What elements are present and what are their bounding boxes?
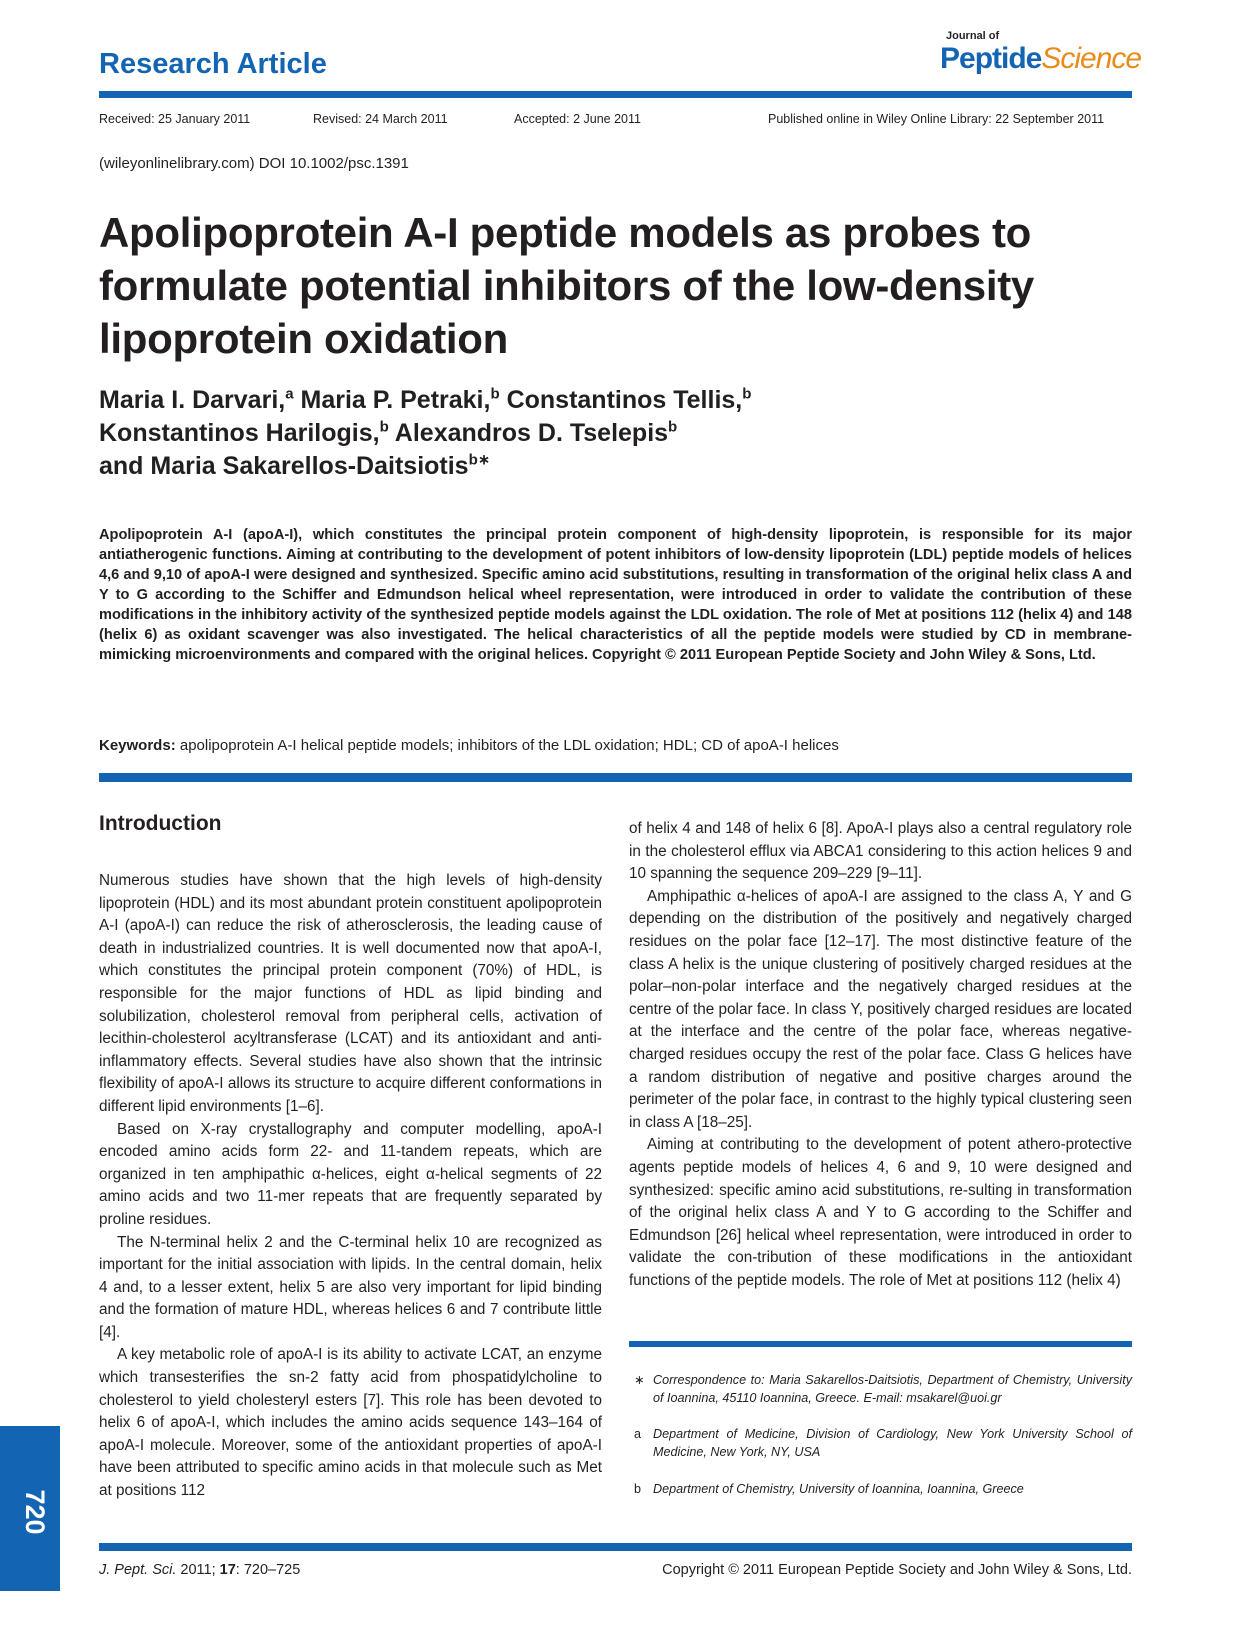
paragraph: The N-terminal helix 2 and the C-terminal helix 10 are recognized as important for the initial association with lipids. In the central domain, helix 4 and, to a lesser extent, helix 5 are also very important for lipid binding and the formation of mature HDL, whereas helices 6 and 7 contribute little [4].	[99, 1233, 602, 1341]
abstract-rule	[99, 773, 1132, 782]
paragraph: Numerous studies have shown that the high levels of high-density lipoprotein (HDL) and its most abundant protein constituent apolipoprotein A-I (apoA-I) can reduce the risk of atherosclerosis, the leading cause of death in industrialized countries. It is well documented now that apoA-I, which constitutes the principal protein component (70%) of HDL, is responsible for the major functions of HDL as lipid binding and solubilization, cholesterol removal from peripheral cells, activation of lecithin-cholesterol acyltransferase (LCAT) and its antioxidant and anti-inflammatory effects. Several studies have also shown that the intrinsic flexibility of apoA-I allows its structure to acquire different conformations in different lipid environments [1–6].	[99, 872, 602, 1115]
paragraph: Based on X-ray crystallography and computer modelling, apoA-I encoded amino acids form 22- and 11-tandem repeats, which are organized in ten amphipathic α-helices, eight α-helical segments of 22 amino acids and two 11-mer repeats that are frequently separated by proline residues.	[99, 1120, 602, 1228]
abstract: Apolipoprotein A-I (apoA-I), which constitutes the principal protein component of high-density lipoprotein, is responsible for its major antiatherogenic functions. Aiming at contributing to the development of potent inhibitors of low-density lipoprotein (LDL) peptide models of helices 4,6 and 9,10 of apoA-I were designed and synthesized. Specific amino acid substitutions, resulting in transformation of the original helix class A and Y to G according to the Schiffer and Edmundson helical wheel representation, were introduced in order to validate the contribution of these modifications in the inhibitory activity of the synthesized peptide models against the LDL oxidation. The role of Met at positions 112 (helix 4) and 148 (helix 6) as oxidant scavenger was also investigated. The helical characteristics of all the peptide models were studied by CD in membrane-mimicking microenvironments and compared with the original helices. Copyright © 2011 European Peptide Society and John Wiley & Sons, Ltd.	[99, 527, 1132, 663]
journal-logo	[940, 30, 1142, 80]
left-column	[99, 870, 602, 1503]
footer-copyright: Copyright © 2011 European Peptide Society and John Wiley & Sons, Ltd.	[662, 1562, 1132, 1578]
journal-logo-small: Journal of	[946, 30, 1000, 42]
footnote-text: Correspondence to: Maria Sakarellos-Daitsiotis, Department of Chemistry, University of Ioannina, 45110 Ioannina, Greece. E-mail: msakarel@uoi.gr	[653, 1373, 1132, 1405]
page-number: 720	[20, 1489, 50, 1535]
article-type-label: Research Article	[99, 48, 327, 80]
citation-pages: : 720–725	[235, 1562, 301, 1578]
author-affiliation: b	[742, 385, 752, 403]
author: and Maria Sakarellos-Daitsiotis	[99, 452, 469, 480]
author-affiliation: b	[668, 418, 678, 436]
article-title: Apolipoprotein A-I peptide models as probes to formulate potential inhibitors of the low-density lipoprotein oxidation	[99, 209, 1034, 362]
right-column	[629, 818, 1132, 1292]
published-date: Published online in Wiley Online Library: 22 September 2011	[768, 112, 1105, 126]
footnote-mark: a	[634, 1427, 642, 1441]
author-affiliation: b	[490, 385, 500, 403]
paragraph: Aiming at contributing to the development of potent athero-protective agents peptide models of helices 4, 6 and 9, 10 were designed and synthesized: specific amino acid substitutions, re-sulting in transformation of the original helix class A and Y to G according to the Schiffer and Edmundson [26] helical wheel representation, were introduced in order to validate the con-tribution of these modifications in the antioxidant functions of the peptide models. The role of Met at positions 112 (helix 4)	[629, 1136, 1132, 1289]
paragraph: Amphipathic α-helices of apoA-I are assigned to the class A, Y and G depending on the distribution of the positively and negatively charged residues on the polar face [12–17]. The most distinctive feature of the class A helix is the unique clustering of positively charged residues at the polar–non-polar interface and the negatively charged residues at the centre of the polar face. In class Y, positively charged residues are located at the interface and the centre of the polar face, whereas negative-charged residues occupy the rest of the polar face. Class G helices have a random distribution of negative and positive charges around the perimeter of the polar face, in contrast to the highly typical clustering seen in class A [18–25].	[629, 887, 1132, 1131]
footnote-mark: b	[634, 1482, 642, 1496]
header-rule	[99, 91, 1132, 98]
author: Maria I. Darvari,	[99, 386, 286, 414]
author: Constantinos Tellis,	[506, 386, 743, 414]
footnote-rule	[629, 1341, 1132, 1347]
accepted-date: Accepted: 2 June 2011	[514, 112, 641, 126]
author-affiliation: b∗	[468, 451, 491, 469]
footnote-mark: ∗	[634, 1373, 645, 1387]
paragraph: A key metabolic role of apoA-I is its ability to activate LCAT, an enzyme which transesterifies the sn-2 fatty acid from phospatidylcholine to cholesterol to yield cholesteryl esters [7]. This role has been devoted to helix 6 of apoA-I, which includes the amino acids sequence 143–164 of apoA-I molecule. Moreover, some of the antioxidant properties of apoA-I have been attributed to specific amino acids in that molecule such as Met at positions 112	[99, 1346, 602, 1500]
footnote-text: Department of Chemistry, University of Ioannina, Ioannina, Greece	[653, 1482, 1024, 1496]
footnote-correspondence	[629, 1371, 1132, 1407]
journal-citation	[99, 1562, 300, 1578]
journal-logo-main: PeptideScience	[940, 42, 1142, 75]
footnote-affiliation-b	[629, 1480, 1132, 1498]
citation-year: 2011;	[176, 1562, 220, 1578]
revised-date: Revised: 24 March 2011	[313, 112, 448, 126]
author: Maria P. Petraki,	[300, 386, 491, 414]
footnote-text: Department of Medicine, Division of Cardiology, New York University School of Medicine, New York, NY, USA	[653, 1427, 1132, 1459]
section-heading-introduction: Introduction	[99, 812, 222, 835]
author-affiliation: a	[285, 385, 294, 403]
journal-abbrev: J. Pept. Sci.	[99, 1562, 177, 1578]
citation-volume: 17	[219, 1562, 236, 1578]
author-affiliation: b	[379, 418, 389, 436]
doi-link[interactable]: (wileyonlinelibrary.com) DOI 10.1002/psc.1391	[99, 155, 409, 172]
keywords	[99, 737, 1132, 754]
author-list	[99, 384, 1139, 483]
keywords-label: Keywords:	[99, 737, 176, 754]
received-date: Received: 25 January 2011	[99, 112, 251, 126]
author: Konstantinos Harilogis,	[99, 419, 380, 447]
paragraph: of helix 4 and 148 of helix 6 [8]. ApoA-I plays also a central regulatory role in the cholesterol efflux via ABCA1 considering to this action helices 9 and 10 spanning the sequence 209–229 [9–11].	[629, 820, 1132, 883]
footer-rule	[99, 1543, 1132, 1551]
author: Alexandros D. Tselepis	[394, 419, 669, 447]
footnote-affiliation-a	[629, 1425, 1132, 1461]
keywords-text: apolipoprotein A-I helical peptide models; inhibitors of the LDL oxidation; HDL; CD of apoA-I helices	[175, 737, 839, 754]
